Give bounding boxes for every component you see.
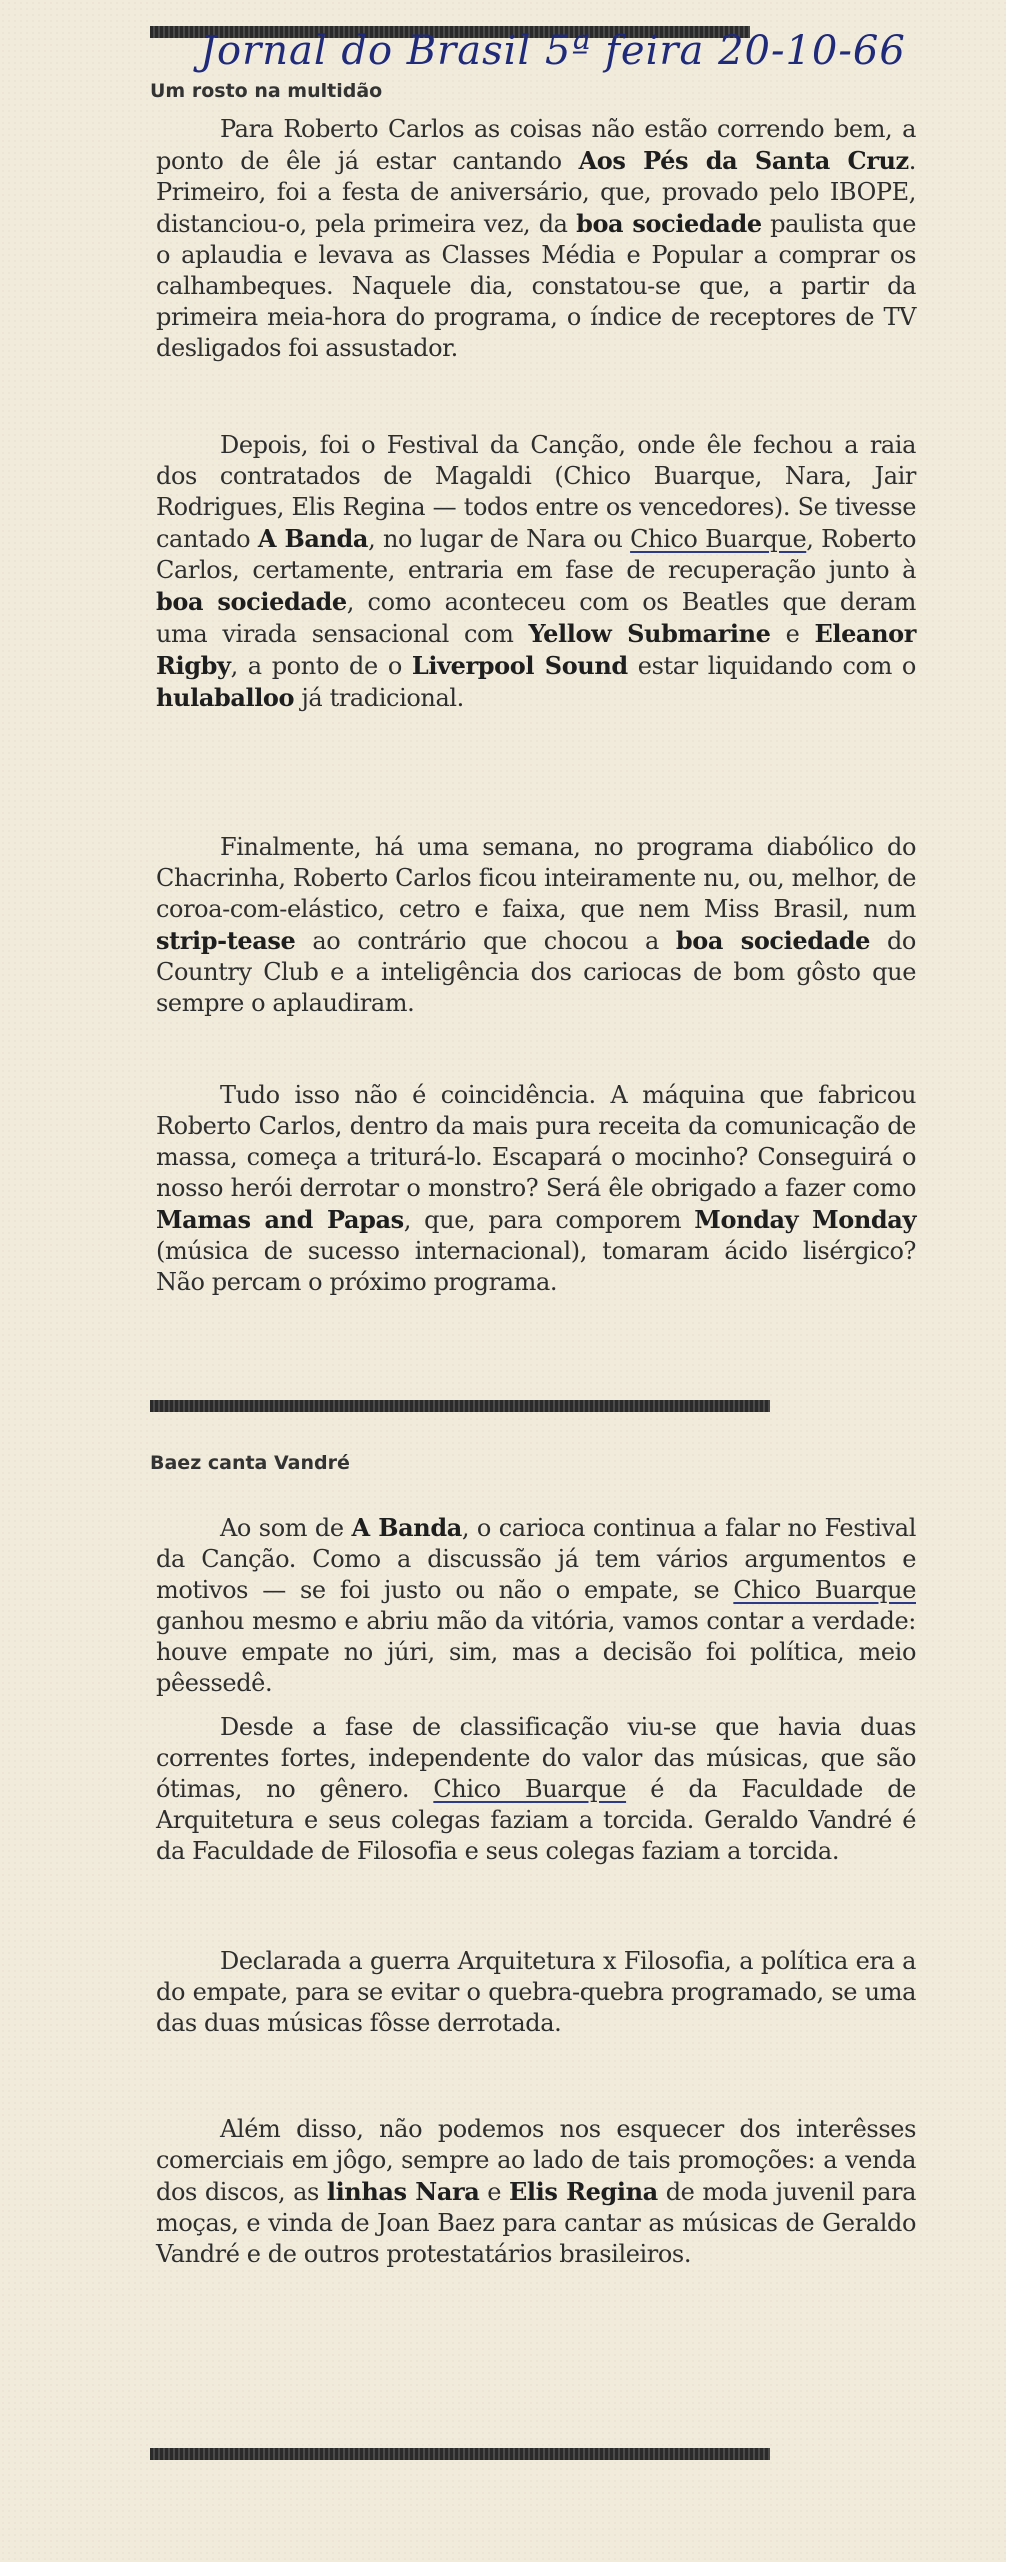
article1-paragraph-1: Para Roberto Carlos as coisas não estão correndo bem, a ponto de êle já estar cantando Aos Pés da Santa Cruz. Primeiro, foi a festa de aniversário, que, provado pelo IBOPE, distanciou-o, pela primeira vez, da boa sociedade paulista que o aplaudia e levava as Classes Média e Popular a comprar os calhambeques. Naquele dia, constatou-se que, a partir da primeira meia-hora do programa, o índice de receptores de TV desligados foi assustador. [156, 115, 916, 362]
article2-paragraph-4: Além disso, não podemos nos esquecer dos interêsses comerciais em jôgo, sempre ao lado de tais promoções: a venda dos discos, as linhas Nara e Elis Regina de moda juvenil para moças, e vinda de Joan Baez para cantar as músicas de Geraldo Vandré e de outros protestatários brasileiros. [156, 2115, 917, 2268]
handwritten-date-note: Jornal do Brasil 5ª feira 20-10-66 [200, 28, 906, 74]
bottom-divider-bar [150, 2448, 770, 2460]
ink-underlined-name: Chico Buarque [733, 1576, 916, 1604]
article1-paragraph-2: Depois, foi o Festival da Canção, onde êle fechou a raia dos contratados de Magaldi (Chico Buarque, Nara, Jair Rodrigues, Elis Regina — todos entre os vencedores). Se tivesse cantado A Banda, no lugar de Nara ou Chico Buarque, Roberto Carlos, certamente, entraria em fase de recuperação junto à boa sociedade, como aconteceu com os Beatles que deram uma virada sensacional com Yellow Submarine e Eleanor Rigby, a ponto de o Liverpool Sound estar liquidando com o hulaballoo já tradicional. [156, 431, 917, 712]
article2-paragraph-1: Ao som de A Banda, o carioca continua a falar no Festival da Canção. Como a discussão já tem vários argumentos e motivos — se foi justo ou não o empate, se Chico Buarque ganhou mesmo e abriu mão da vitória, vamos contar a verdade: houve empate no júri, sim, mas a decisão foi política, meio pêessedê. [156, 1513, 916, 1697]
ink-underlined-name: Chico Buarque [433, 1775, 627, 1803]
section-title-baez-canta-vandre: Baez canta Vandré [150, 1452, 350, 1474]
clipping-edge-mark [1016, 40, 1020, 160]
middle-divider-bar [150, 1400, 770, 1412]
section-title-um-rosto: Um rosto na multidão [150, 80, 383, 102]
article1-paragraph-3: Finalmente, há uma semana, no programa diabólico do Chacrinha, Roberto Carlos ficou inteiramente nu, ou, melhor, de coroa-com-elástico, cetro e faixa, que nem Miss Brasil, num strip-tease ao contrário que chocou a boa sociedade do Country Club e a inteligência dos cariocas de bom gôsto que sempre o aplaudiram. [156, 833, 916, 1017]
article1-paragraph-4: Tudo isso não é coincidência. A máquina que fabricou Roberto Carlos, dentro da mais pura receita da comunicação de massa, começa a triturá-lo. Escapará o mocinho? Conseguirá o nosso herói derrotar o monstro? Será êle obrigado a fazer como Mamas and Papas, que, para comporem Monday Monday (música de sucesso internacional), tomaram ácido lisérgico? Não percam o próximo programa. [156, 1081, 916, 1296]
ink-underlined-name: Chico Buarque [630, 525, 807, 553]
article2-paragraph-3: Declarada a guerra Arquitetura x Filosofia, a política era a do empate, para se evitar o quebra-quebra programado, se uma das duas músicas fôsse derrotada. [156, 1947, 916, 2037]
article2-paragraph-2: Desde a fase de classificação viu-se que havia duas correntes fortes, independente do valor das músicas, que são ótimas, no gênero. Chico Buarque é da Faculdade de Arquitetura e seus colegas faziam a torcida. Geraldo Vandré é da Faculdade de Filosofia e seus colegas faziam a torcida. [156, 1713, 916, 1865]
